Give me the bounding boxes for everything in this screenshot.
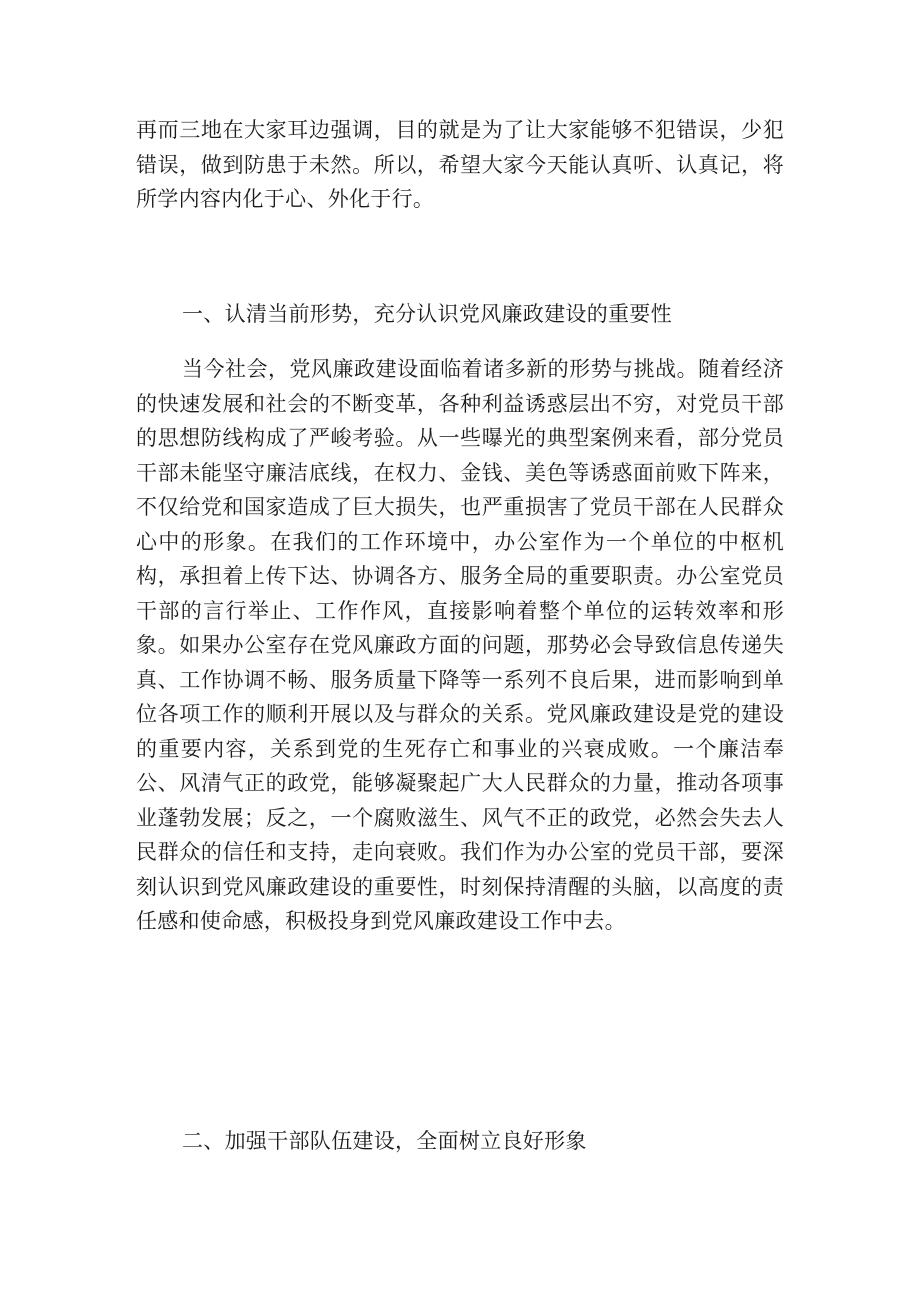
body-paragraph: 当今社会，党风廉政建设面临着诸多新的形势与挑战。随着经济的快速发展和社会的不断变革，各种利益诱惑层出不穷，对党员干部的思想防线构成了严峻考验。从一些曝光的典型案例来看，部分党员干部未能坚守廉洁底线，在权力、金钱、美色等诱惑面前败下阵来，不仅给党和国家造成了巨大损失，也严重损害了党员干部在人民群众心中的形象。在我们的工作环境中，办公室作为一个单位的中枢机构，承担着上传下达、协调各方、服务全局的重要职责。办公室党员干部的言行举止、工作作风，直接影响着整个单位的运转效率和形象。如果办公室存在党风廉政方面的问题，那势必会导致信息传递失真、工作协调不畅、服务质量下降等一系列不良后果，进而影响到单位各项工作的顺利开展以及与群众的关系。党风廉政建设是党的建设的重要内容，关系到党的生死存亡和事业的兴衰成败。一个廉洁奉公、风清气正的政党，能够凝聚起广大人民群众的力量，推动各项事业蓬勃发展；反之，一个腐败滋生、风气不正的政党，必然会失去人民群众的信任和支持，走向衰败。我们作为办公室的党员干部，要深刻认识到党风廉政建设的重要性，时刻保持清醒的头脑，以高度的责任感和使命感，积极投身到党风廉政建设工作中去。: [136, 357, 784, 933]
section-heading-1: 一、认清当前形势，充分认识党风廉政建设的重要性: [182, 302, 672, 326]
intro-paragraph: 再而三地在大家耳边强调，目的就是为了让大家能够不犯错误，少犯错误，做到防患于未然。所以，希望大家今天能认真听、认真记，将所学内容内化于心、外化于行。: [136, 118, 784, 211]
section-heading-2: 二、加强干部队伍建设，全面树立良好形象: [182, 1129, 587, 1153]
